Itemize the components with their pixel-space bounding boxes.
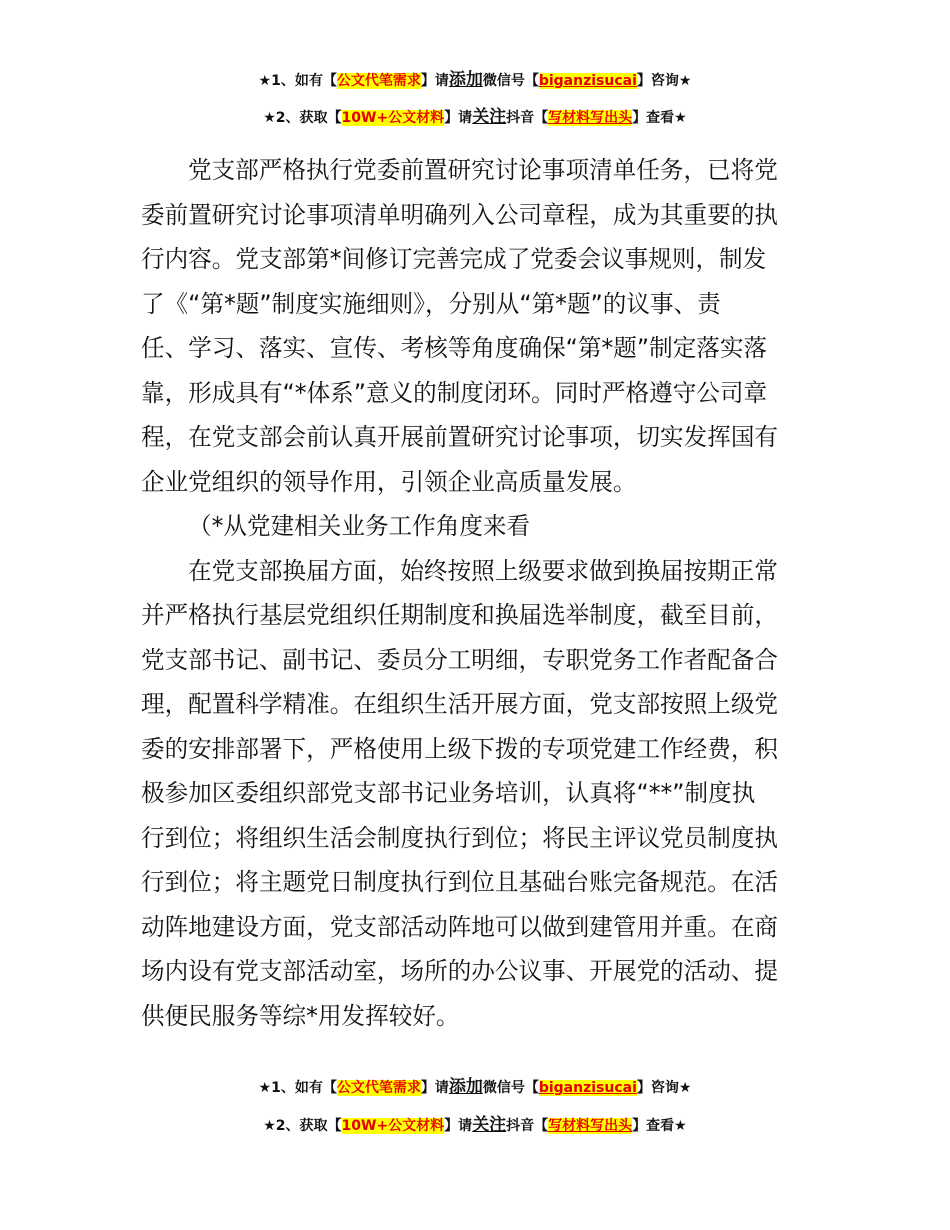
douyin-account-link[interactable]: 写材料写出头 [548,110,633,126]
promo-text: 】请 [420,73,449,89]
text-line: 在党支部换届方面，始终按照上级要求做到换届按期正常 [188,556,778,585]
section-heading [141,504,813,549]
text-line: 行到位；将组织生活会制度执行到位；将民主评议党员制度执 [141,823,779,852]
text-line: 了《“第*题”制度实施细则》，分别从“第*题”的议事、责 [141,289,721,318]
promo-text: ★1、如有【 [258,73,337,89]
promo-text: 抖音【 [506,110,549,126]
footer-promo-line-1 [0,1077,950,1098]
promo-text: 】咨询★ [636,1080,692,1096]
text-line: 并严格执行基层党组织任期制度和换届选举制度，截至目前， [141,601,779,629]
text-line: 企业党组织的领导作用，引领企业高质量发展。 [141,467,637,496]
header-promo-line-1 [0,70,950,91]
highlight-ghostwriting: 公文代笔需求 [336,73,421,89]
text-line: （*从党建相关业务工作角度来看 [188,512,531,540]
promo-add-text: 添加 [448,70,483,90]
text-line: 委前置研究讨论事项清单明确列入公司章程，成为其重要的执 [141,200,779,229]
highlight-materials: 10W+公文材料 [341,110,445,126]
douyin-account-link[interactable]: 写材料写出头 [548,1118,633,1134]
highlight-ghostwriting: 公文代笔需求 [336,1080,421,1096]
promo-text: 微信号【 [482,73,539,89]
wechat-id-link[interactable]: biganzisucai [538,73,637,89]
promo-follow-text: 关注 [472,107,507,127]
promo-add-text: 添加 [448,1077,483,1097]
text-line: 委的安排部署下，严格使用上级下拨的专项党建工作经费，积 [141,734,779,763]
promo-text: 】请 [444,110,473,126]
text-line: 党支部书记、副书记、委员分工明细，专职党务工作者配备合 [141,645,779,674]
highlight-materials: 10W+公文材料 [341,1118,445,1134]
footer-promo-line-2 [0,1115,950,1136]
header-promo-line-2 [0,107,950,128]
promo-text: 】请 [444,1118,473,1134]
text-line: 理，配置科学精准。在组织生活开展方面，党支部按照上级党 [141,690,779,718]
text-line: 靠，形成具有“*体系”意义的制度闭环。同时严格遵守公司章 [141,378,768,407]
document-body [141,148,813,1038]
text-line: 党支部严格执行党委前置研究讨论事项清单任务，已将党 [188,156,778,184]
text-line: 极参加区委组织部党支部书记业务培训，认真将“**”制度执 [141,779,756,807]
text-line: 动阵地建设方面，党支部活动阵地可以做到建管用并重。在商 [141,912,779,941]
promo-text: 】查看★ [632,1118,687,1134]
text-line: 行内容。党支部第*间修订完善完成了党委会议事规则，制发 [141,245,767,273]
text-line: 行到位；将主题党日制度执行到位且基础台账完备规范。在活 [141,868,779,896]
promo-text: 】请 [420,1080,449,1096]
promo-follow-text: 关注 [472,1115,507,1135]
promo-text: 抖音【 [506,1118,549,1134]
promo-text: 微信号【 [482,1080,539,1096]
promo-text: 】咨询★ [636,73,692,89]
promo-text: ★1、如有【 [258,1080,337,1096]
text-line: 程，在党支部会前认真开展前置研究讨论事项，切实发挥国有 [141,423,779,451]
promo-text: ★2、获取【 [263,1118,342,1134]
promo-text: ★2、获取【 [263,110,342,126]
wechat-id-link[interactable]: biganzisucai [538,1080,637,1096]
promo-text: 】查看★ [632,110,687,126]
paragraph-1 [141,148,813,504]
text-line: 场内设有党支部活动室，场所的办公议事、开展党的活动、提 [141,957,779,985]
text-line: 供便民服务等综*用发挥较好。 [141,1001,460,1030]
text-line: 任、学习、落实、宣传、考核等角度确保“第*题”制定落实落 [141,334,768,362]
paragraph-2 [141,549,813,1039]
